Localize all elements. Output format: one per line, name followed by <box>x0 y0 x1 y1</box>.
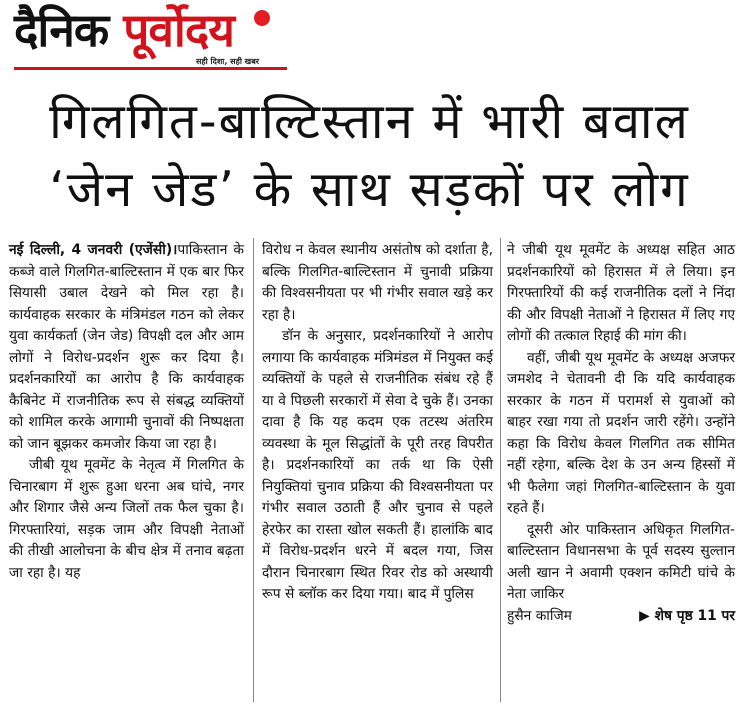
article-column-2 <box>262 240 493 606</box>
paragraph-text: हुसैन काजिम <box>507 607 572 624</box>
paragraph <box>9 240 244 455</box>
paragraph: डॉन के अनुसार, प्रदर्शनकारियों ने आरोप लगाया कि कार्यवाहक मंत्रिमंडल में नियुक्त कई व्यक्तियों के पहले से राजनीतिक संबंध रहे हैं या वे पिछली सरकारों में सेवा दे चुके हैं। उनका दावा है कि यह कदम एक तटस्थ अंतरिम व्यवस्था के मूल सिद्धांतों के पूरी तरह विपरीत है। प्रदर्शनकारियों का तर्क था कि ऐसी नियुक्तियां चुनाव प्रक्रिया की विश्वसनीयता पर गंभीर सवाल उठाती हैं और चुनाव से पहले हेरफेर का रास्ता खोल सकती हैं। हालांकि बाद में विरोध-प्रदर्शन धरने में बदल गया, जिस दौरान चिनारबाग स्थित रिवर रोड को अस्थायी रूप से ब्लॉक कर दिया गया। बाद में पुलिस <box>262 328 493 602</box>
paragraph: दूसरी ओर पाकिस्तान अधिकृत गिलगित-बाल्टिस्तान विधानसभा के पूर्व सदस्य सुल्तान अली खान ने अवामी एक्शन कमिटी घांचे के नेता जाकिर <box>507 521 735 602</box>
column-divider <box>253 238 254 702</box>
brand-second-word: पूर्वोदय <box>123 3 234 57</box>
dateline: नई दिल्ली, 4 जनवरी (एजेंसी)। <box>9 242 178 258</box>
newspaper-logo <box>14 2 234 58</box>
article-column-1 <box>9 240 244 584</box>
continued-on-page-link[interactable]: ▶ शेष पृष्ठ 11 पर <box>639 607 735 624</box>
paragraph: वहीं, जीबी यूथ मूवमेंट के अध्यक्ष अजफर जमशेद ने चेतावनी दी कि यदि कार्यवाहक सरकार के गठन में परामर्श से युवाओं को बाहर रखा गया तो प्रदर्शन जारी रहेंगे। उन्होंने कहा कि विरोध केवल गिलगित तक सीमित नहीं रहेगा, बल्कि देश के उन अन्य हिस्सों में भी फैलेगा जहां गिलगित-बाल्टिस्तान के युवा रहते हैं। <box>507 349 735 516</box>
paragraph-text: पाकिस्तान के कब्जे वाले गिलगित-बाल्टिस्तान में एक बार फिर सियासी उबाल देखने को मिल रहा है। कार्यवाहक सरकार के मंत्रिमंडल गठन को लेकर युवा कार्यकर्ता (जेन जेड) विपक्षी दल और आम लोगों ने विरोध-प्रदर्शन शुरू कर दिया है। प्रदर्शनकारियों का आरोप है कि कार्यवाहक कैबिनेट में राजनीतिक रूप से संबद्ध व्यक्तियों को शामिल करके आगामी चुनावों की निष्पक्षता को जान बूझकर कमजोर किया जा रहा है। <box>9 242 244 452</box>
paragraph: विरोध न केवल स्थानीय असंतोष को दर्शाता है, बल्कि गिलगित-बाल्टिस्तान में चुनावी प्रक्रिया की विश्वसनीयता पर भी गंभीर सवाल खड़े कर रहा है। <box>262 242 493 323</box>
paragraph: जीबी यूथ मूवमेंट के नेतृत्व में गिलगित के चिनारबाग में शुरू हुआ धरना अब घांचे, नगर और शिगार जैसे अन्य जिलों तक फैल चुका है। गिरफ्तारियां, सड़क जाम और विपक्षी नेताओं की तीखी आलोचना के बीच क्षेत्र में तनाव बढ़ता जा रहा है। यह <box>9 457 244 581</box>
headline-line-1: गिलगित-बाल्टिस्तान में भारी बवाल <box>49 93 690 150</box>
masthead <box>0 0 739 80</box>
column-divider <box>500 238 501 702</box>
article-column-3 <box>507 240 735 627</box>
brand-first-word: दैनिक <box>14 3 109 57</box>
tagline: सही दिशा, सही खबर <box>196 57 260 66</box>
continuation-line <box>507 606 735 628</box>
headline-line-2: ‘जेन जेड’ के साथ सड़कों पर लोग <box>49 161 690 218</box>
paragraph: ने जीबी यूथ मूवमेंट के अध्यक्ष सहित आठ प्रदर्शनकारियों को हिरासत में ले लिया। इन गिरफ्तारियों की कई राजनीतिक दलों ने निंदा की और विपक्षी नेताओं ने हिरासत में लिए गए लोगों की तत्काल रिहाई की मांग की। <box>507 242 735 344</box>
logo-dot-icon <box>254 10 270 26</box>
masthead-rule <box>14 67 287 70</box>
